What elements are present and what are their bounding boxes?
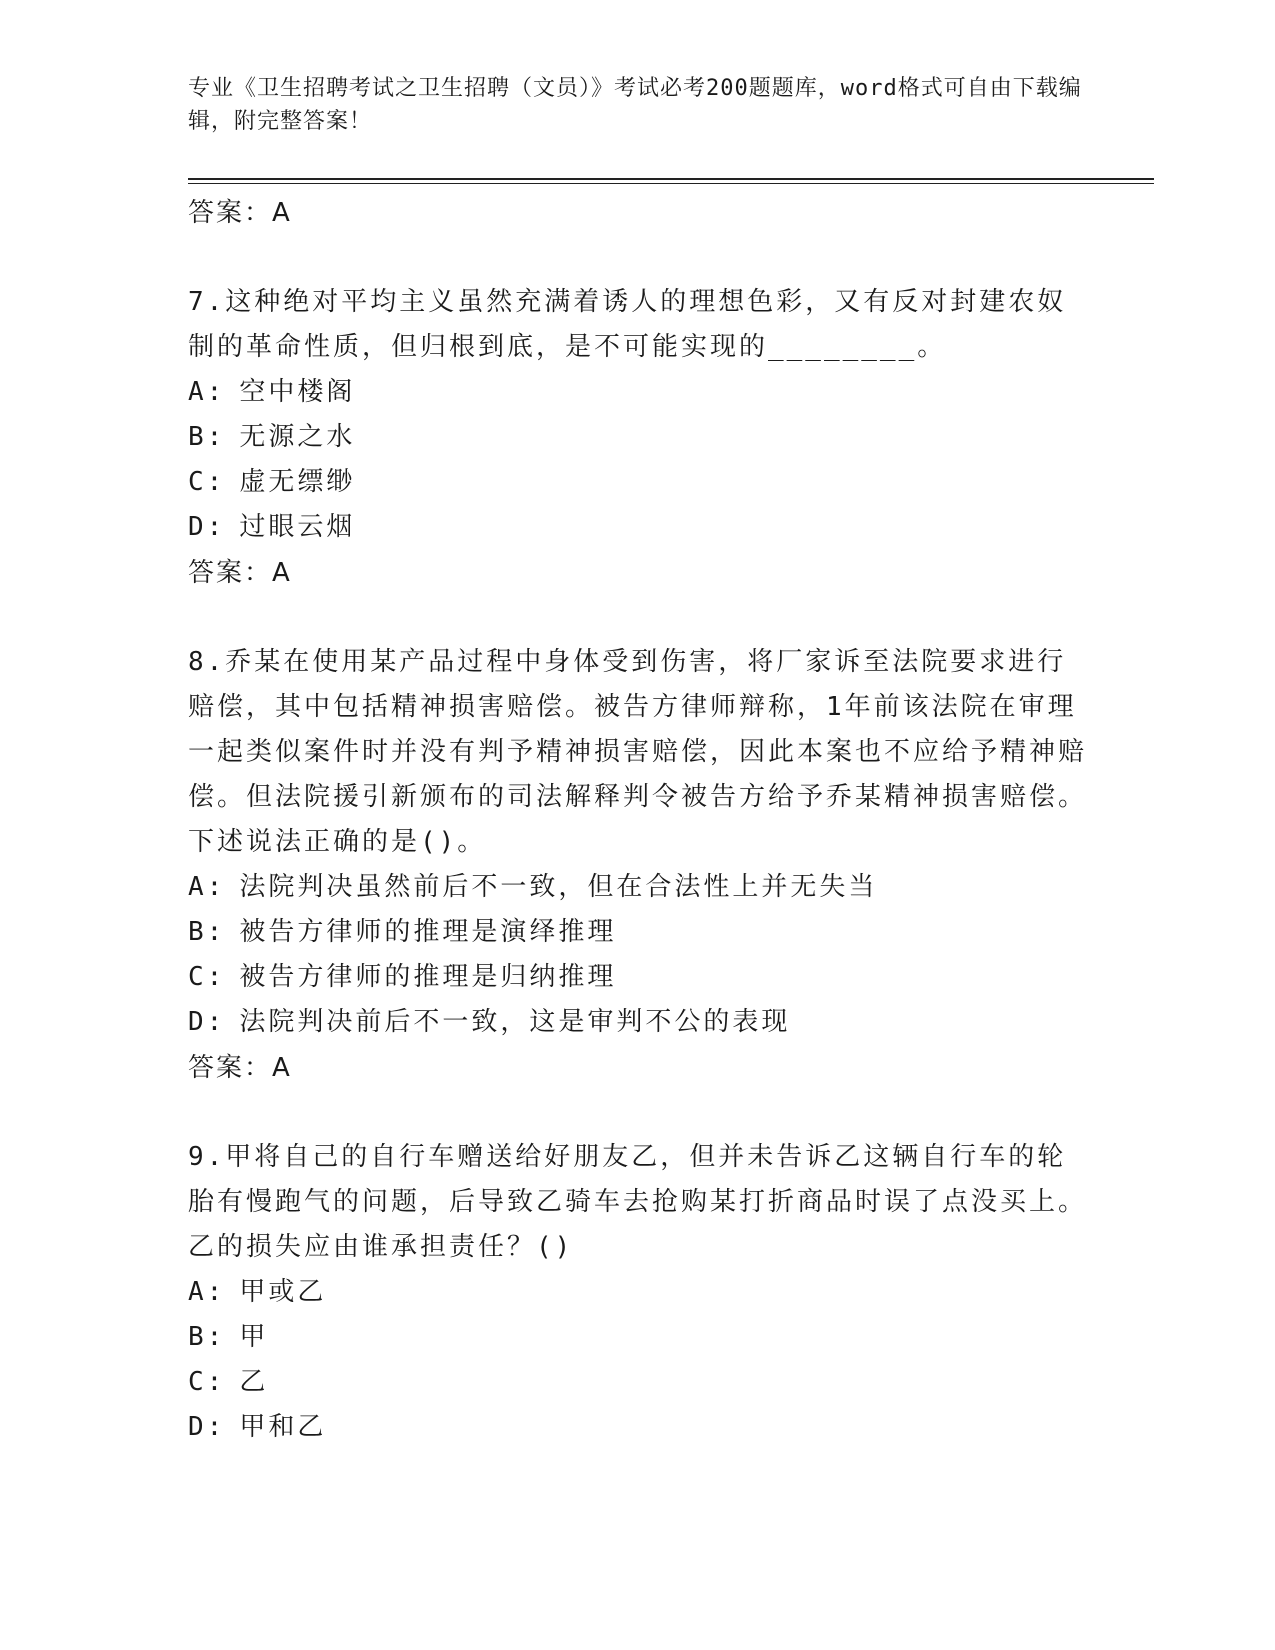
question-stem: 9.甲将自己的自行车赠送给好朋友乙，但并未告诉乙这辆自行车的轮胎有慢跑气的问题，后导致乙骑车去抢购某打折商品时误了点没买上。乙的损失应由谁承担责任？() (188, 1142, 1088, 1262)
answer: 答案：A (188, 558, 292, 588)
answer: 答案：A (188, 1053, 292, 1083)
question-7 (188, 280, 1088, 596)
option-c: C: 虚无缥缈 (188, 467, 356, 497)
question-9 (188, 1135, 1088, 1450)
question-stem: 7.这种绝对平均主义虽然充满着诱人的理想色彩，又有反对封建农奴制的革命性质，但归根到底，是不可能实现的________。 (188, 287, 1067, 362)
question-8 (188, 640, 1088, 1091)
option-b: B: 甲 (188, 1322, 269, 1352)
option-c: C: 被告方律师的推理是归纳推理 (188, 962, 617, 992)
option-a: A: 空中楼阁 (188, 377, 356, 407)
option-a: A: 法院判决虽然前后不一致，但在合法性上并无失当 (188, 872, 878, 902)
header-rule-thick (188, 178, 1154, 180)
option-d: D: 过眼云烟 (188, 512, 356, 542)
content (188, 190, 1088, 1450)
option-b: B: 被告方律师的推理是演绎推理 (188, 917, 617, 947)
document-header: 专业《卫生招聘考试之卫生招聘（文员）》考试必考200题题库，word格式可自由下载编辑，附完整答案！ (188, 76, 1082, 134)
option-a: A: 甲或乙 (188, 1277, 327, 1307)
option-b: B: 无源之水 (188, 422, 356, 452)
question-stem: 8.乔某在使用某产品过程中身体受到伤害，将厂家诉至法院要求进行赔偿，其中包括精神损害赔偿。被告方律师辩称，1年前该法院在审理一起类似案件时并没有判予精神损害赔偿，因此本案也不应给予精神赔偿。但法院援引新颁布的司法解释判令被告方给予乔某精神损害赔偿。下述说法正确的是()。 (188, 647, 1088, 857)
option-c: C: 乙 (188, 1367, 269, 1397)
option-d: D: 法院判决前后不一致，这是审判不公的表现 (188, 1007, 791, 1037)
answer-prev: 答案：A (188, 198, 292, 228)
header-rule-thin (188, 183, 1154, 184)
option-d: D: 甲和乙 (188, 1412, 327, 1442)
